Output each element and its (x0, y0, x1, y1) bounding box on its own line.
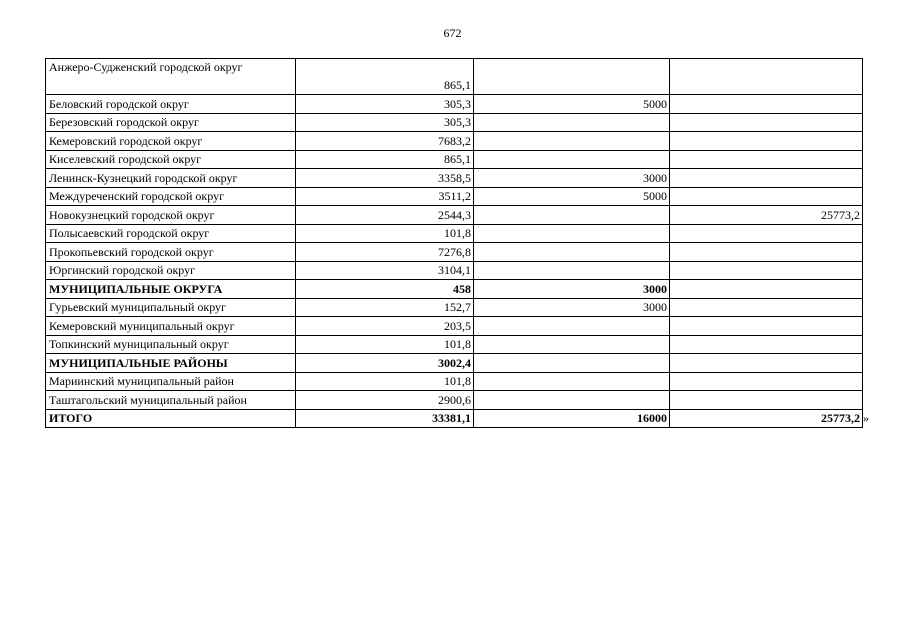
table-row (46, 224, 863, 243)
row-value-1-cell: 152,7 (296, 298, 474, 317)
row-value-3-cell (670, 187, 863, 206)
row-name-cell: Междуреченский городской округ (46, 187, 296, 206)
row-value-2-cell (474, 113, 670, 132)
row-name-cell: Анжеро-Судженский городской округ (46, 59, 296, 95)
row-value-1-cell: 865,1 (296, 150, 474, 169)
table-row (46, 169, 863, 188)
row-value-2-cell (474, 150, 670, 169)
row-value-2-cell (474, 132, 670, 151)
row-value-3-cell (670, 354, 863, 373)
table-row (46, 317, 863, 336)
table-row (46, 150, 863, 169)
table-row (46, 132, 863, 151)
row-value-1-cell: 7683,2 (296, 132, 474, 151)
row-name-cell: Топкинский муниципальный округ (46, 335, 296, 354)
row-value-3-cell (670, 391, 863, 410)
row-name-cell: Прокопьевский городской округ (46, 243, 296, 262)
row-value-3-cell (670, 169, 863, 188)
row-value-3-cell: 25773,2 (670, 206, 863, 225)
table-row (46, 187, 863, 206)
row-value-3-cell (670, 317, 863, 336)
row-value-3-cell (670, 224, 863, 243)
row-value-1-cell: 101,8 (296, 224, 474, 243)
row-value-1-cell: 2900,6 (296, 391, 474, 410)
row-value-1-cell: 101,8 (296, 372, 474, 391)
budget-table-body (46, 59, 863, 428)
row-value-3-cell (670, 243, 863, 262)
table-row (46, 261, 863, 280)
row-value-1-cell: 101,8 (296, 335, 474, 354)
table-row (46, 243, 863, 262)
row-value-2-cell: 3000 (474, 298, 670, 317)
row-name-cell: Новокузнецкий городской округ (46, 206, 296, 225)
row-name-cell: Ленинск-Кузнецкий городской округ (46, 169, 296, 188)
row-value-3-cell (670, 280, 863, 299)
row-value-1-cell: 3104,1 (296, 261, 474, 280)
row-value-2-cell (474, 354, 670, 373)
row-value-3-cell (670, 372, 863, 391)
table-row (46, 354, 863, 373)
row-name-cell: Полысаевский городской округ (46, 224, 296, 243)
table-row (46, 206, 863, 225)
row-value-2-cell: 5000 (474, 95, 670, 114)
row-value-2-cell (474, 59, 670, 95)
row-value-3-cell (670, 261, 863, 280)
closing-quote: » (863, 411, 869, 425)
table-row (46, 372, 863, 391)
row-value-2-cell (474, 261, 670, 280)
row-name-cell: Березовский городской округ (46, 113, 296, 132)
row-name-cell: Кемеровский муниципальный округ (46, 317, 296, 336)
row-value-1-cell: 7276,8 (296, 243, 474, 262)
row-name-cell: МУНИЦИПАЛЬНЫЕ ОКРУГА (46, 280, 296, 299)
row-value-3-cell (670, 95, 863, 114)
row-value-3-cell (670, 335, 863, 354)
row-value-1-cell: 458 (296, 280, 474, 299)
row-value-3-cell (670, 150, 863, 169)
row-value-1-cell: 2544,3 (296, 206, 474, 225)
row-value-1-cell: 305,3 (296, 113, 474, 132)
row-value-2-cell (474, 372, 670, 391)
row-value-1-cell: 33381,1 (296, 409, 474, 428)
row-value-2-cell: 3000 (474, 280, 670, 299)
row-value-2-cell (474, 335, 670, 354)
row-value-2-cell (474, 224, 670, 243)
row-value-1-cell: 203,5 (296, 317, 474, 336)
table-row (46, 113, 863, 132)
row-name-cell: ИТОГО (46, 409, 296, 428)
table-row (46, 59, 863, 95)
row-name-cell: Таштагольский муниципальный район (46, 391, 296, 410)
row-value-1-cell: 305,3 (296, 95, 474, 114)
row-value-3-cell (670, 59, 863, 95)
row-value-2-cell: 3000 (474, 169, 670, 188)
table-row (46, 409, 863, 428)
row-name-cell: Киселевский городской округ (46, 150, 296, 169)
table-row (46, 95, 863, 114)
row-value-1-cell: 3511,2 (296, 187, 474, 206)
row-value-3-cell (670, 113, 863, 132)
row-value-2-cell (474, 317, 670, 336)
budget-table (45, 58, 863, 428)
table-row (46, 335, 863, 354)
row-value-1-cell: 865,1 (296, 59, 474, 95)
row-value-2-cell (474, 243, 670, 262)
row-value-2-cell (474, 391, 670, 410)
row-value-1-cell: 3002,4 (296, 354, 474, 373)
row-name-cell: Кемеровский городской округ (46, 132, 296, 151)
row-value-3-cell (670, 132, 863, 151)
row-name-cell: Юргинский городской округ (46, 261, 296, 280)
row-value-3-cell (670, 298, 863, 317)
row-value-1-cell: 3358,5 (296, 169, 474, 188)
table-row (46, 280, 863, 299)
row-value-2-cell: 5000 (474, 187, 670, 206)
row-value-2-cell (474, 206, 670, 225)
page-number: 672 (443, 26, 462, 40)
row-name-cell: Беловский городской округ (46, 95, 296, 114)
table-row (46, 391, 863, 410)
row-name-cell: Мариинский муниципальный район (46, 372, 296, 391)
row-name-cell: Гурьевский муниципальный округ (46, 298, 296, 317)
row-value-2-cell: 16000 (474, 409, 670, 428)
table-row (46, 298, 863, 317)
row-name-cell: МУНИЦИПАЛЬНЫЕ РАЙОНЫ (46, 354, 296, 373)
row-value-3-cell: 25773,2 (670, 409, 863, 428)
